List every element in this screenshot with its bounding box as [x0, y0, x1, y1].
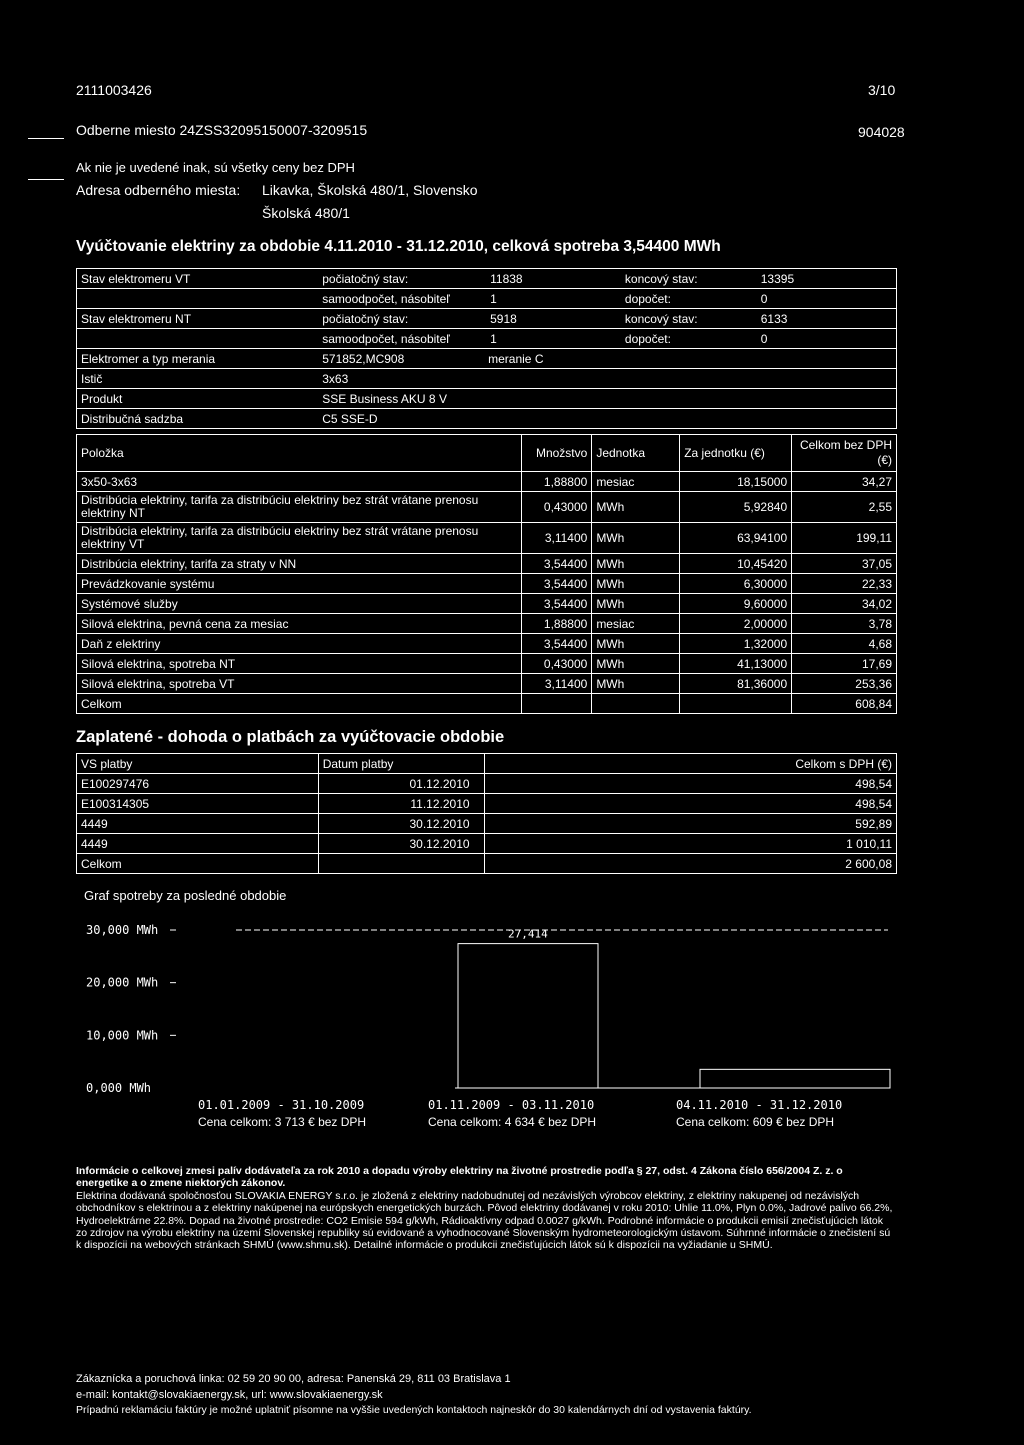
fuel-mix-heading: Informácie o celkovej zmesi palív dodávateľa za rok 2010 a dopadu výroby elektriny na životné prostredie podľa § 27, odst. 4 Zákona číslo 656/2004 Z. z. o energetike a o zmene niektorých zákonov. — [76, 1165, 843, 1189]
meter-cell: koncový stav: — [621, 269, 757, 289]
payment-row — [77, 834, 897, 854]
payment-date: 30.12.2010 — [318, 834, 484, 854]
fuel-mix-text: Elektrina dodávaná spoločnosťou SLOVAKIA ENERGY s.r.o. je zložená z elektriny nadobudnutej od nezávislých výrobcov elektriny, z elektriny nakupenej od nezávislých obchodníkov s elektrinou a z elektriny nakúpenej na európskych energetických burzách. Pôvod elektriny dodávanej v roku 2010: Uhlie 11.0%, Plyn 0.0%, Jadrové palivo 66.2%, Hydroelektrárne 22.8%. Dopad na životné prostredie: CO2 Emisie 594 g/kWh, Rádioaktívny odpad 0.0027 g/kWh. Podrobné informácie o produkcii emisií znečisťujúcich látok zo zdrojov na výrobu elektriny na území Slovenskej republiky sú evidované a vyhodnocované Slovenským hydrometeorologickým ústavom. Súhrnné informácie o znečistení sú k dispozícii na webových stránkach SHMÚ (www.shmu.sk). Detailné informácie o produkcii znečisťujúcich látok sú k dispozícii na vyžiadanie u SHMÚ. — [76, 1190, 893, 1252]
contact-email: e-mail: kontakt@slovakiaenergy.sk, url: www.slovakiaenergy.sk — [76, 1389, 383, 1401]
meter-cell: Distribučná sadzba — [77, 409, 319, 429]
payment-total: 498,54 — [484, 774, 896, 794]
table-row — [77, 574, 897, 594]
meter-row — [77, 369, 897, 389]
item-total: 22,33 — [792, 574, 897, 594]
item-unit: MWh — [592, 654, 680, 674]
y-tick-label: 30,000 MWh — [86, 923, 159, 937]
meter-cell: 0 — [757, 289, 897, 309]
page-number: 3/10 — [868, 82, 896, 98]
meter-cell: Istič — [77, 369, 319, 389]
meter-cell — [77, 289, 319, 309]
item-total: 17,69 — [792, 654, 897, 674]
col-header-quantity: Množstvo — [522, 435, 592, 472]
item-unit-price: 81,36000 — [680, 674, 792, 694]
divider-line — [28, 179, 64, 180]
meter-table — [76, 268, 897, 429]
meter-cell: 1 — [484, 289, 621, 309]
meter-cell — [484, 409, 621, 429]
price-label: Cena celkom: 4 634 € bez DPH — [428, 1115, 597, 1129]
item-quantity: 0,43000 — [522, 492, 592, 523]
col-header-unit-price: Za jednotku (€) — [680, 435, 792, 472]
payment-total: 1 010,11 — [484, 834, 896, 854]
payment-vs: E100314305 — [77, 794, 319, 814]
contact-line: Zákaznícka a poruchová linka: 02 59 20 90 00, adresa: Panenská 29, 811 03 Bratislava 1 — [76, 1373, 511, 1385]
col-header-vs: VS platby — [77, 754, 319, 774]
meter-cell: dopočet: — [621, 329, 757, 349]
meter-row — [77, 329, 897, 349]
meter-cell: 0 — [757, 329, 897, 349]
meter-cell: 5918 — [484, 309, 621, 329]
meter-cell: Stav elektromeru VT — [77, 269, 319, 289]
payment-date: 30.12.2010 — [318, 814, 484, 834]
y-tick-label: 0,000 MWh — [86, 1081, 152, 1095]
x-tick-label: 01.01.2009 - 31.10.2009 — [198, 1098, 365, 1112]
billing-title: Vyúčtovanie elektriny za obdobie 4.11.2010 - 31.12.2010, celková spotreba 3,54400 MWh — [76, 238, 721, 255]
table-row — [77, 554, 897, 574]
document-number: 2111003426 — [76, 82, 152, 98]
item-name: Silová elektrina, pevná cena za mesiac — [77, 614, 522, 634]
bar — [458, 944, 598, 1088]
item-unit: MWh — [592, 574, 680, 594]
item-unit-price: 6,30000 — [680, 574, 792, 594]
payment-row — [77, 794, 897, 814]
payment-row — [77, 814, 897, 834]
item-total: 2,55 — [792, 492, 897, 523]
col-header-date: Datum platby — [318, 754, 484, 774]
meter-cell: Stav elektromeru NT — [77, 309, 319, 329]
bar — [700, 1069, 890, 1088]
meter-cell: 3x63 — [318, 369, 484, 389]
meter-cell — [484, 369, 621, 389]
meter-cell — [621, 349, 757, 369]
meter-cell: C5 SSE-D — [318, 409, 484, 429]
chart-title: Graf spotreby za posledné obdobie — [84, 888, 287, 903]
customer-code: 904028 — [858, 124, 905, 140]
item-name: Silová elektrina, spotreba VT — [77, 674, 522, 694]
price-label: Cena celkom: 609 € bez DPH — [676, 1115, 835, 1129]
payment-vs: E100297476 — [77, 774, 319, 794]
col-header-unit: Jednotka — [592, 435, 680, 472]
item-total: 34,02 — [792, 594, 897, 614]
item-name: Distribúcia elektriny, tarifa za distribúciu elektriny bez strát vrátane prenosu elektriny VT — [77, 523, 522, 554]
item-quantity: 3,54400 — [522, 634, 592, 654]
meter-row — [77, 309, 897, 329]
item-quantity: 1,88800 — [522, 472, 592, 492]
item-quantity: 3,54400 — [522, 554, 592, 574]
payment-total: 592,89 — [484, 814, 896, 834]
items-total-value: 608,84 — [792, 694, 897, 714]
meter-row — [77, 409, 897, 429]
item-unit-price: 2,00000 — [680, 614, 792, 634]
payment-vs: 4449 — [77, 834, 319, 854]
item-unit: mesiac — [592, 614, 680, 634]
table-row — [77, 654, 897, 674]
meter-cell — [757, 409, 897, 429]
item-unit: MWh — [592, 554, 680, 574]
item-name: Silová elektrina, spotreba NT — [77, 654, 522, 674]
complaint-note: Prípadnú reklamáciu faktúry je možné uplatniť písomne na vyššie uvedených kontaktoch najneskôr do 30 kalendárnych dní od vystavenia faktúry. — [76, 1404, 752, 1416]
item-unit-price: 1,32000 — [680, 634, 792, 654]
payments-table — [76, 753, 897, 874]
divider-line — [28, 138, 64, 139]
item-name: Distribúcia elektriny, tarifa za straty v NN — [77, 554, 522, 574]
item-name: 3x50-3x63 — [77, 472, 522, 492]
item-unit: MWh — [592, 674, 680, 694]
item-quantity: 0,43000 — [522, 654, 592, 674]
table-row — [77, 594, 897, 614]
meter-cell: SSE Business AKU 8 V — [318, 389, 484, 409]
item-total: 253,36 — [792, 674, 897, 694]
item-name: Distribúcia elektriny, tarifa za distribúciu elektriny bez strát vrátane prenosu elektriny NT — [77, 492, 522, 523]
items-total-label: Celkom — [77, 694, 522, 714]
item-name: Systémové služby — [77, 594, 522, 614]
col-header-total-vat: Celkom s DPH (€) — [484, 754, 896, 774]
meter-cell — [757, 369, 897, 389]
item-name: Daň z elektriny — [77, 634, 522, 654]
meter-cell: Produkt — [77, 389, 319, 409]
table-row — [77, 674, 897, 694]
item-unit-price: 63,94100 — [680, 523, 792, 554]
meter-row — [77, 389, 897, 409]
meter-cell: meranie C — [484, 349, 621, 369]
x-tick-label: 04.11.2010 - 31.12.2010 — [676, 1098, 843, 1112]
meter-cell: 571852,MC908 — [318, 349, 484, 369]
item-total: 4,68 — [792, 634, 897, 654]
item-unit: MWh — [592, 523, 680, 554]
meter-cell — [484, 389, 621, 409]
meter-cell — [77, 329, 319, 349]
meter-cell: 11838 — [484, 269, 621, 289]
item-quantity: 3,54400 — [522, 594, 592, 614]
item-unit: mesiac — [592, 472, 680, 492]
payment-total: 498,54 — [484, 794, 896, 814]
payments-total-value: 2 600,08 — [484, 854, 896, 874]
meter-row — [77, 349, 897, 369]
col-header-total: Celkom bez DPH (€) — [792, 435, 897, 472]
address-line-2: Školská 480/1 — [262, 205, 350, 221]
meter-cell — [757, 389, 897, 409]
x-tick-label: 01.11.2009 - 03.11.2010 — [428, 1098, 595, 1112]
item-total: 34,27 — [792, 472, 897, 492]
y-tick-label: 10,000 MWh — [86, 1028, 159, 1043]
meter-cell: 6133 — [757, 309, 897, 329]
payments-title: Zaplatené - dohoda o platbách za vyúčtovacie obdobie — [76, 728, 505, 746]
meter-cell — [757, 349, 897, 369]
item-unit-price: 10,45420 — [680, 554, 792, 574]
item-name: Prevádzkovanie systému — [77, 574, 522, 594]
meter-cell: počiatočný stav: — [318, 309, 484, 329]
item-unit-price: 41,13000 — [680, 654, 792, 674]
col-header-item: Položka — [77, 435, 522, 472]
item-quantity: 3,54400 — [522, 574, 592, 594]
consumption-chart — [0, 905, 1024, 1155]
item-unit-price: 5,92840 — [680, 492, 792, 523]
y-tick-label: 20,000 MWh — [86, 975, 159, 990]
items-table — [76, 434, 897, 714]
table-row — [77, 523, 897, 554]
address-line-1: Likavka, Školská 480/1, Slovensko — [262, 182, 478, 198]
item-total: 3,78 — [792, 614, 897, 634]
table-row — [77, 492, 897, 523]
meter-row — [77, 269, 897, 289]
price-label: Cena celkom: 3 713 € bez DPH — [198, 1115, 367, 1129]
table-row — [77, 634, 897, 654]
meter-cell: samoodpočet, násobiteľ — [318, 289, 484, 309]
table-row — [77, 614, 897, 634]
item-quantity: 1,88800 — [522, 614, 592, 634]
payment-date: 11.12.2010 — [318, 794, 484, 814]
meter-cell — [621, 389, 757, 409]
meter-cell: koncový stav: — [621, 309, 757, 329]
supply-point: Odberne miesto 24ZSS32095150007-3209515 — [76, 122, 368, 138]
payment-row — [77, 774, 897, 794]
item-unit: MWh — [592, 492, 680, 523]
meter-cell: 13395 — [757, 269, 897, 289]
meter-cell: 1 — [484, 329, 621, 349]
meter-cell: samoodpočet, násobiteľ — [318, 329, 484, 349]
meter-cell: Elektromer a typ merania — [77, 349, 319, 369]
data-label: 27,414 — [508, 927, 548, 941]
item-total: 199,11 — [792, 523, 897, 554]
address-label: Adresa odberného miesta: — [76, 182, 241, 198]
item-unit: MWh — [592, 634, 680, 654]
meter-cell — [621, 369, 757, 389]
payment-date: 01.12.2010 — [318, 774, 484, 794]
item-unit-price: 18,15000 — [680, 472, 792, 492]
price-note: Ak nie je uvedené inak, sú všetky ceny bez DPH — [76, 160, 355, 175]
meter-cell: počiatočný stav: — [318, 269, 484, 289]
item-quantity: 3,11400 — [522, 523, 592, 554]
payment-vs: 4449 — [77, 814, 319, 834]
meter-row — [77, 289, 897, 309]
meter-cell — [621, 409, 757, 429]
item-unit: MWh — [592, 594, 680, 614]
payments-total-label: Celkom — [77, 854, 319, 874]
item-unit-price: 9,60000 — [680, 594, 792, 614]
item-total: 37,05 — [792, 554, 897, 574]
meter-cell: dopočet: — [621, 289, 757, 309]
table-row — [77, 472, 897, 492]
item-quantity: 3,11400 — [522, 674, 592, 694]
